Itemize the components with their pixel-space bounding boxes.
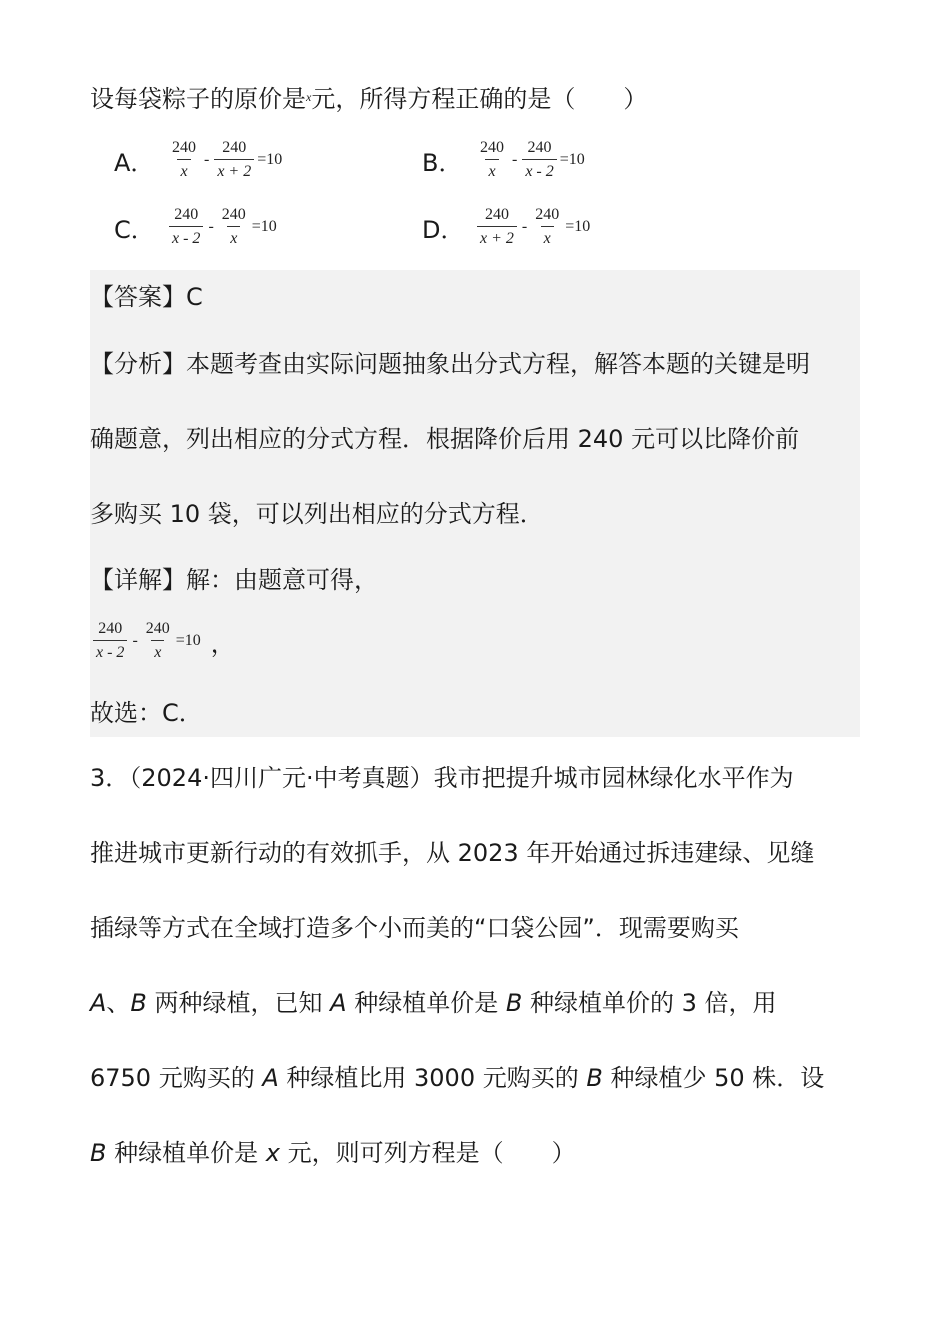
detail-line: 【详解】解：由题意可得， xyxy=(90,566,378,594)
q3-line-5 xyxy=(90,1061,824,1095)
analysis-line-2: 确题意，列出相应的分式方程．根据降价后用 240 元可以比降价前 xyxy=(90,425,800,453)
option-a-num1: 240 xyxy=(172,139,196,156)
var-b: B xyxy=(586,1064,603,1092)
option-a-num2: 240 xyxy=(222,139,247,156)
stem-suffix: 元，所得方程正确的是（ ） xyxy=(311,85,648,113)
detail-operator: - xyxy=(132,632,138,649)
option-b-letter: B． xyxy=(422,148,463,177)
answer-box xyxy=(90,270,860,737)
q3-text: 种绿植单价的 3 倍，用 xyxy=(522,989,777,1017)
option-a-formula xyxy=(166,139,282,181)
question-stem xyxy=(90,80,647,116)
option-d-operator: - xyxy=(521,218,528,235)
analysis-line-1: 【分析】本题考查由实际问题抽象出分式方程，解答本题的关键是明 xyxy=(90,350,810,378)
var-a: A xyxy=(90,989,107,1017)
stem-variable: x xyxy=(306,90,312,104)
option-b-den2: x - 2 xyxy=(522,159,556,181)
detail-den2: x xyxy=(151,640,164,662)
q3-text: 、 xyxy=(106,989,131,1017)
q3-text: 元，则可列方程是（ ） xyxy=(279,1139,576,1167)
q3-text: 种绿植单价是 xyxy=(106,1139,266,1167)
detail-den1: x - 2 xyxy=(93,640,127,662)
option-c-rhs: =10 xyxy=(251,218,277,235)
var-b: B xyxy=(505,989,523,1017)
option-d-rhs: =10 xyxy=(565,218,591,235)
var-a: A xyxy=(262,1064,279,1092)
option-c-num1: 240 xyxy=(174,206,199,223)
option-b-num2: 240 xyxy=(527,139,552,156)
option-c-den2: x xyxy=(227,226,240,248)
option-d-num1: 240 xyxy=(484,206,509,223)
option-c-operator: - xyxy=(208,218,214,235)
option-a-den2: x + 2 xyxy=(214,159,254,181)
choose-line: 故选：C． xyxy=(90,699,203,727)
analysis-line-3: 多购买 10 袋，可以列出相应的分式方程． xyxy=(90,500,544,528)
option-c-letter: C． xyxy=(114,215,155,244)
detail-num2: 240 xyxy=(145,620,170,637)
option-d-formula xyxy=(474,206,590,248)
q3-text: 种绿植单价是 xyxy=(346,989,506,1017)
answer-line: 【答案】C xyxy=(90,283,203,311)
option-d[interactable] xyxy=(422,201,590,253)
option-d-num2: 240 xyxy=(535,206,560,223)
q3-text: 种绿植少 50 株．设 xyxy=(602,1064,825,1092)
option-c-den1: x - 2 xyxy=(169,226,203,248)
q3-text: 种绿植比用 3000 元购买的 xyxy=(278,1064,587,1092)
var-b: B xyxy=(130,989,147,1017)
option-b-den1: x xyxy=(485,159,498,181)
option-c-formula xyxy=(166,206,277,248)
option-a-operator: - xyxy=(204,151,210,168)
q3-line-4 xyxy=(90,986,776,1020)
option-c[interactable] xyxy=(114,201,277,253)
option-d-letter: D． xyxy=(422,215,465,244)
q3-line-2: 推进城市更新行动的有效抓手，从 2023 年开始通过拆违建绿、见缝 xyxy=(90,839,815,867)
detail-formula xyxy=(90,620,235,662)
option-c-num2: 240 xyxy=(221,206,246,223)
q3-text: 两种绿植，已知 xyxy=(146,989,331,1017)
var-x: x xyxy=(265,1139,280,1167)
option-a-rhs: =10 xyxy=(257,151,283,168)
option-a[interactable] xyxy=(114,134,282,186)
stem-prefix: 设每袋粽子的原价是 xyxy=(90,85,306,113)
option-a-den1: x xyxy=(177,159,190,181)
option-a-letter: A． xyxy=(114,148,155,177)
q3-text: 6750 元购买的 xyxy=(90,1064,263,1092)
option-b[interactable] xyxy=(422,134,585,186)
option-d-den1: x + 2 xyxy=(477,226,517,248)
option-b-rhs: =10 xyxy=(559,151,585,168)
detail-num1: 240 xyxy=(98,620,123,637)
q3-line-3: 插绿等方式在全域打造多个小而美的“口袋公园”．现需要购买 xyxy=(90,914,739,942)
detail-rhs: =10 xyxy=(175,632,201,649)
q3-line-6 xyxy=(90,1136,576,1170)
option-d-den2: x xyxy=(541,226,554,248)
detail-formula-trail: ， xyxy=(210,629,235,658)
q3-line-1: 3．（2024·四川广元·中考真题）我市把提升城市园林绿化水平作为 xyxy=(90,764,794,792)
option-b-num1: 240 xyxy=(480,139,504,156)
option-b-formula xyxy=(474,139,585,181)
var-a: A xyxy=(330,989,347,1017)
option-b-operator: - xyxy=(512,151,518,168)
var-b: B xyxy=(90,1139,107,1167)
